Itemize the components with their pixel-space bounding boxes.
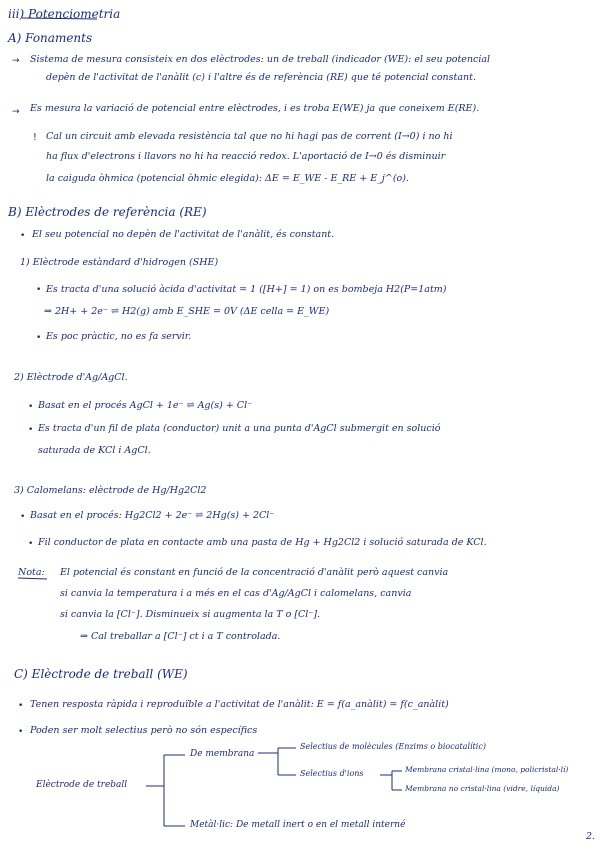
a-note-line3: la caiguda òhmica (potencial òhmic elegida): ΔE = E_WE - E_RE + E_j^(o).	[46, 173, 409, 184]
tree-metallic: Metàl·lic: De metall inert o en el metall interné	[190, 820, 406, 830]
calomel-title: 3) Calomelans: elèctrode de Hg/Hg2Cl2	[14, 485, 207, 496]
tree-membrane: De membrana	[190, 749, 255, 759]
page-number: 2.	[586, 831, 596, 842]
note-line2: si canvia la temperatura i a més en el cas d'Ag/AgCl i calomelans, canvia	[60, 588, 412, 599]
c-line2: Poden ser molt selectius però no són específics	[30, 725, 258, 736]
note-label: Nota:	[18, 567, 45, 578]
bullet-dot-icon: •	[20, 512, 26, 522]
note-line4: ⇒ Cal treballar a [Cl⁻] ct i a T controlada.	[80, 631, 281, 642]
bullet-dot-icon: •	[20, 231, 26, 241]
section-c-title: C) Elèctrode de treball (WE)	[14, 667, 188, 681]
she-line2: ⇒ 2H+ + 2e⁻ ⇌ H2(g) amb E_SHE = 0V (ΔE cella = E_WE)	[44, 306, 330, 317]
agcl-line2: Es tracta d'un fil de plata (conductor) unit a una punta d'AgCl submergit en solució	[38, 423, 441, 434]
section-heading: iii) Potenciometria	[8, 7, 121, 21]
a-bullet2: Es mesura la variació de potencial entre elèctrodes, i es troba E(WE) ja que coneixem E(RE).	[30, 103, 480, 114]
note-line3: si canvia la [Cl⁻]. Disminueix si augmenta la T o [Cl⁻].	[60, 609, 321, 620]
section-b-title: B) Elèctrodes de referència (RE)	[8, 205, 207, 219]
bullet-dot-icon: •	[28, 539, 34, 549]
she-line3: Es poc pràctic, no es fa servir.	[46, 331, 192, 342]
note-line1: El potencial és constant en funció de la concentració d'anàlit però aquest canvia	[60, 567, 449, 578]
tree-molecule: Selectius de molècules (Enzims o biocatalític)	[300, 742, 486, 751]
warning-mark-icon: !	[33, 132, 37, 143]
bullet-dot-icon: •	[28, 425, 34, 435]
agcl-title: 2) Elèctrode d'Ag/AgCl.	[14, 372, 128, 383]
agcl-line3: saturada de KCl i AgCl.	[38, 445, 151, 456]
section-a-title: A) Fonaments	[8, 31, 93, 45]
b-intro: El seu potencial no depèn de l'activitat de l'anàlit, és constant.	[32, 229, 335, 240]
tree-root: Elèctrode de treball	[36, 780, 128, 790]
calomel-line1: Basat en el procés: Hg2Cl2 + 2e⁻ ⇌ 2Hg(s) + 2Cl⁻	[30, 510, 275, 521]
arrow-bullet-icon: →	[12, 107, 20, 117]
she-line1: Es tracta d'una solució àcida d'activitat = 1 ([H+] = 1) on es bombeja H2(P=1atm)	[46, 284, 447, 295]
tree-crystal: Membrana cristal·lina (mono, policristal·lí)	[405, 765, 569, 774]
bullet-dot-icon: •	[18, 701, 24, 711]
tree-ion: Selectius d'ions	[300, 769, 364, 778]
bullet-dot-icon: •	[36, 285, 42, 295]
tree-noncrystal: Membrana no cristal·lina (vidre, líquida)	[405, 784, 560, 793]
arrow-bullet-icon: →	[12, 56, 20, 66]
bullet-dot-icon: •	[28, 402, 34, 412]
bullet-dot-icon: •	[36, 333, 42, 343]
a-bullet1-line1: Sistema de mesura consisteix en dos elèctrodes: un de treball (indicador (WE): el seu potencial	[30, 54, 491, 65]
c-line1: Tenen resposta ràpida i reproduïble a l'activitat de l'anàlit: E = f(a_anàlit) = f(c_anàlit)	[30, 699, 449, 710]
a-note-line1: Cal un circuit amb elevada resistència tal que no hi hagi pas de corrent (I→0) i no hi	[46, 131, 453, 142]
a-note-line2: ha flux d'electrons i llavors no hi ha reacció redox. L'aportació de I→0 és disminuir	[46, 151, 446, 162]
agcl-line1: Basat en el procés AgCl + 1e⁻ ⇌ Ag(s) + Cl⁻	[38, 400, 253, 411]
bullet-dot-icon: •	[18, 727, 24, 737]
calomel-line2: Fil conductor de plata en contacte amb una pasta de Hg + Hg2Cl2 i solució saturada de KCl.	[38, 537, 487, 548]
a-bullet1-line2: depèn de l'activitat de l'anàlit (c) i l'altre és de referència (RE) que té potencial constant.	[46, 72, 476, 83]
she-title: 1) Elèctrode estàndard d'hidrogen (SHE)	[20, 257, 219, 268]
